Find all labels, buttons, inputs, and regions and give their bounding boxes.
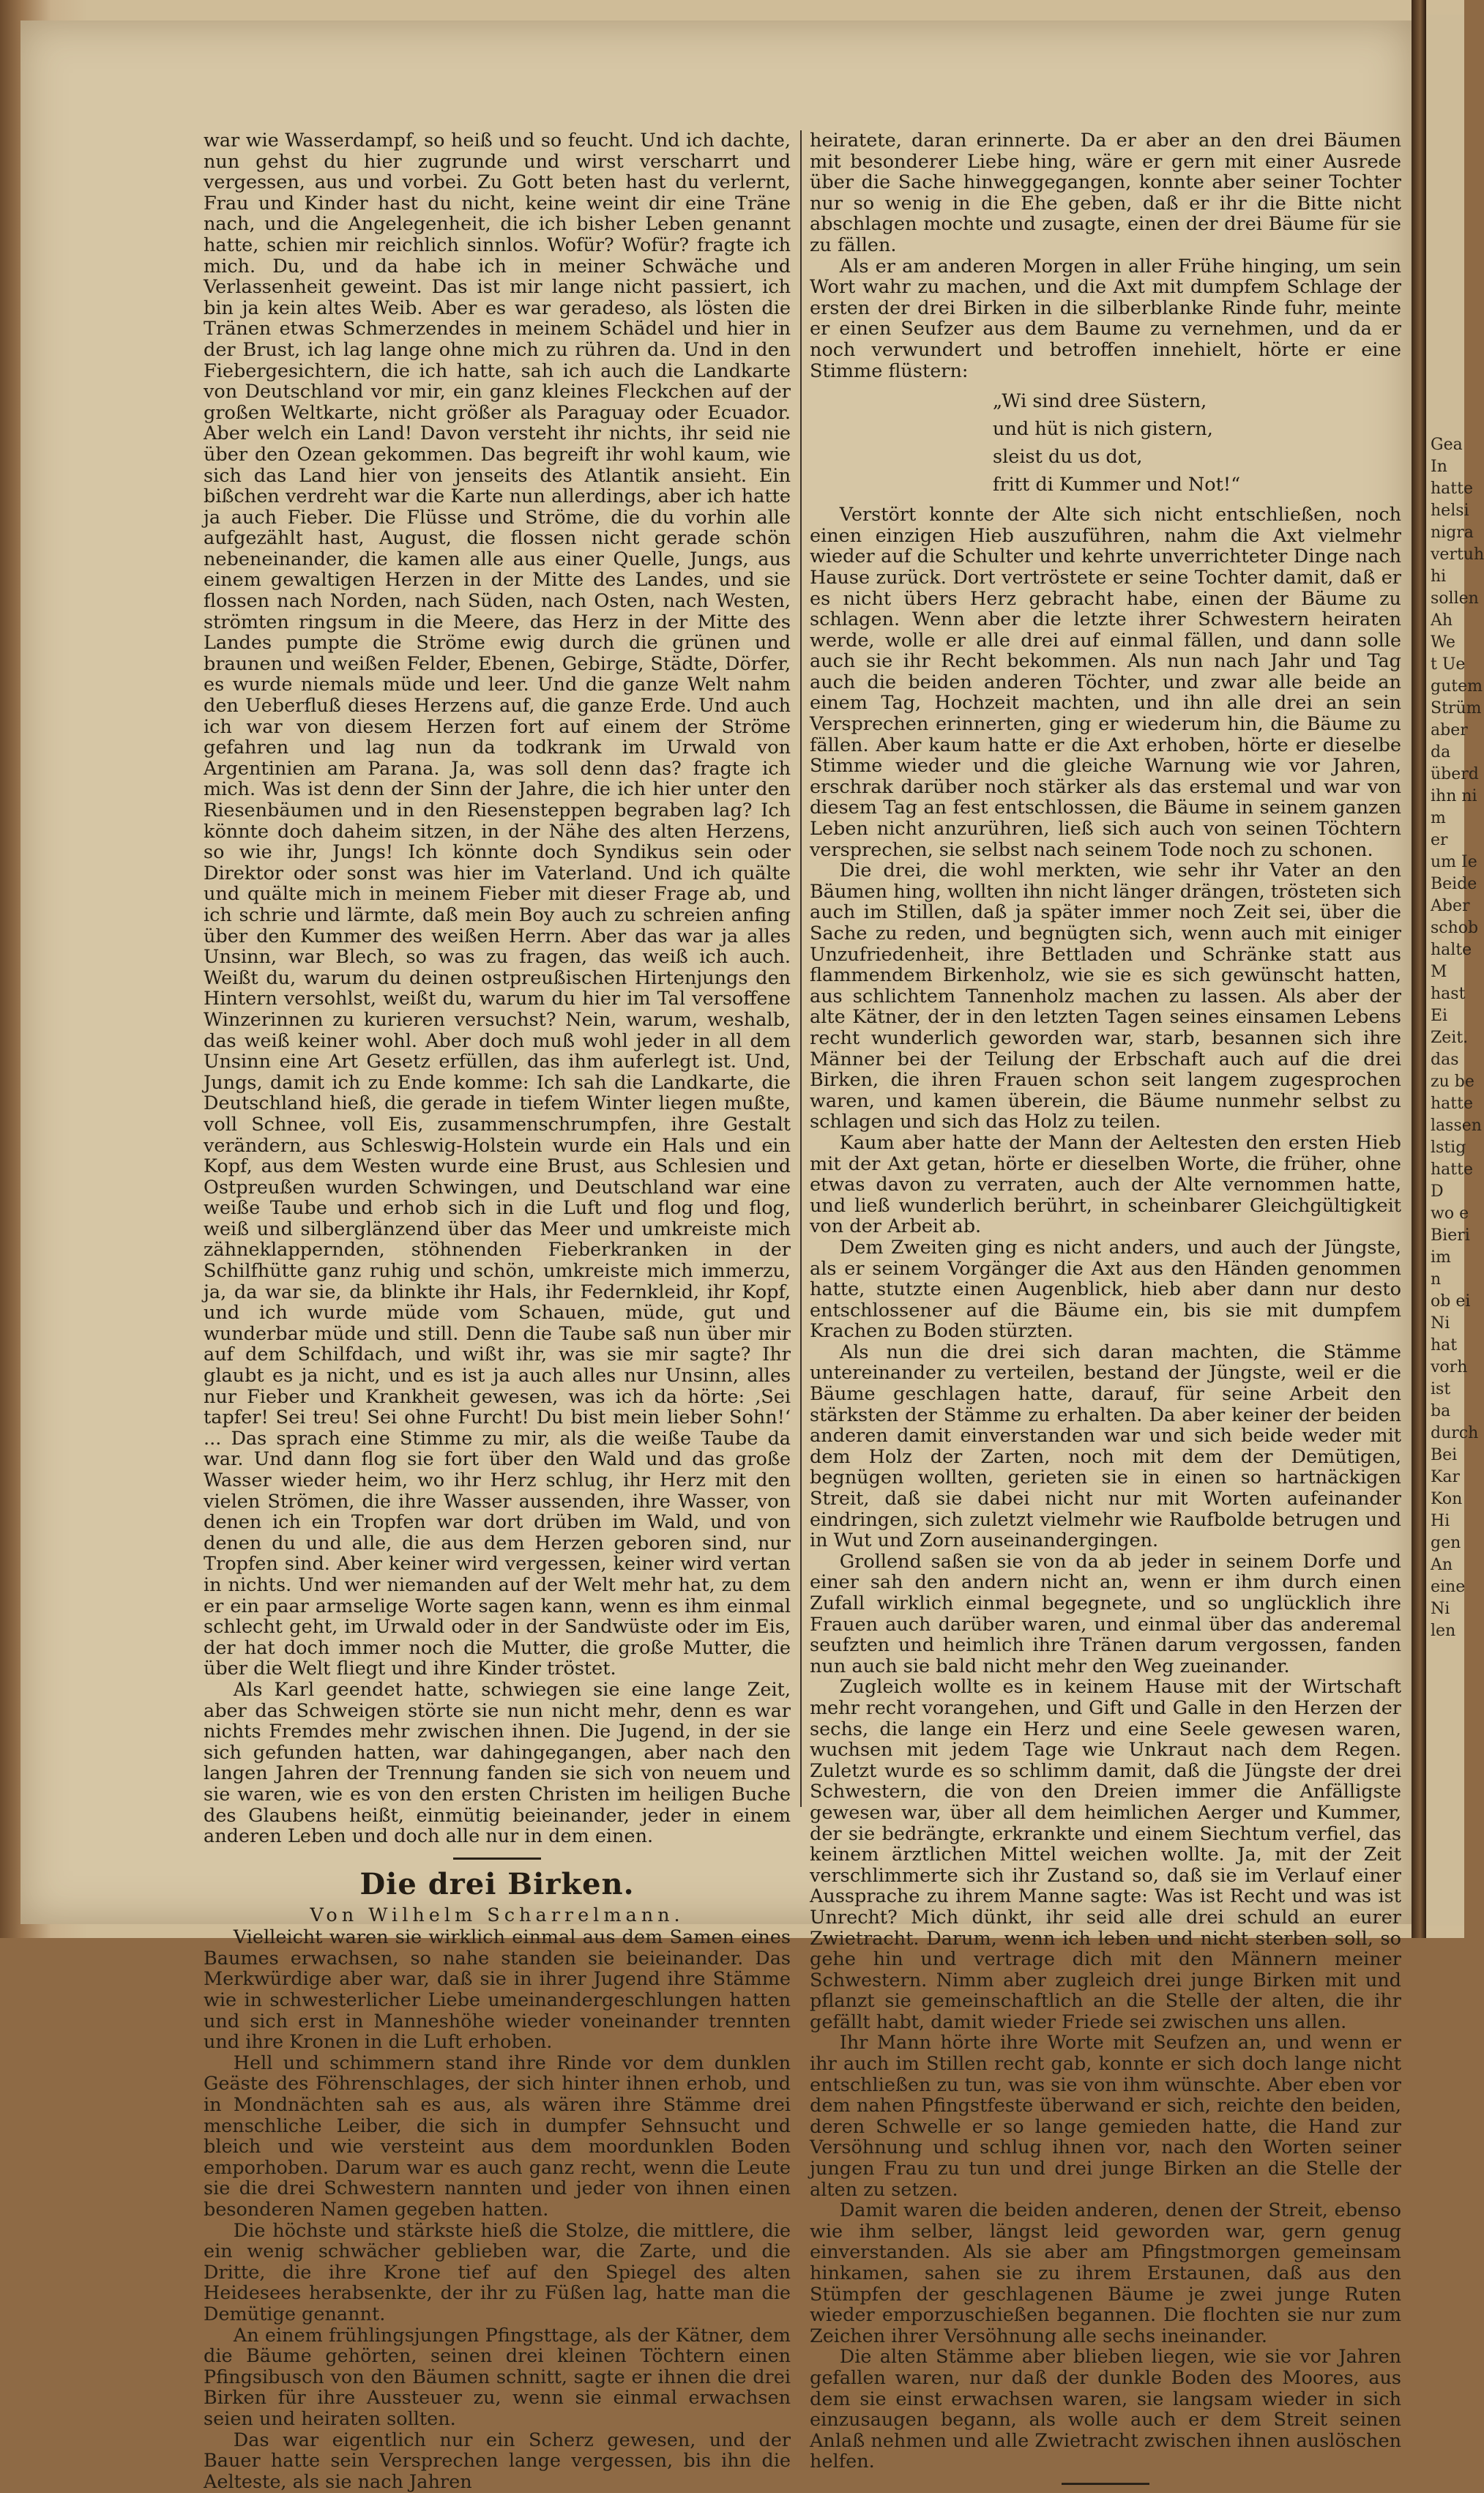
adjacent-page-fragment: t Ue (1431, 655, 1466, 674)
adjacent-page-fragment: eine (1431, 1578, 1466, 1596)
right-paragraph: Die alten Stämme aber blieben liegen, wie sie vor Jahren gefallen waren, nur daß der dunkle Boden des Moores, aus dem sie einst erwachsen waren, sie langsam wieder in sich einzusaugen begann, als wolle auch er dem Streit seinen Anlaß nehmen und alle Zwietracht zwischen ihnen auslöschen helfen. (810, 2346, 1401, 2473)
adjacent-page-edge (1426, 15, 1484, 1926)
adjacent-page-fragment: Gea (1431, 436, 1463, 454)
poem-line: sleist du us dot, (993, 446, 1143, 469)
poem-line: „Wi sind dree Süstern, (993, 390, 1207, 413)
adjacent-page-fragment: ist (1431, 1380, 1451, 1398)
story-title: Die drei Birken. (359, 1866, 635, 1901)
column-divider (800, 130, 802, 1807)
adjacent-page-fragment: len (1431, 1622, 1456, 1640)
adjacent-page-fragment: M (1431, 963, 1447, 981)
adjacent-page-fragment: hat (1431, 1336, 1458, 1354)
adjacent-page-fragment: D (1431, 1182, 1444, 1201)
adjacent-page-fragment: Bei (1431, 1446, 1458, 1464)
section-separator (453, 1857, 541, 1860)
adjacent-page-fragment: Kon (1431, 1490, 1463, 1508)
adjacent-page-fragment: hatte (1431, 1160, 1473, 1179)
adjacent-page-fragment: gutem (1431, 677, 1483, 696)
adjacent-page-fragment: da (1431, 743, 1451, 761)
adjacent-page-fragment: zu be (1431, 1073, 1474, 1091)
adjacent-page-fragment: ihn ni (1431, 787, 1477, 805)
story-byline: Von Wilhelm Scharrelmann. (310, 1904, 685, 1926)
adjacent-page-fragment: aber (1431, 721, 1468, 739)
adjacent-page-fragment: hatte (1431, 480, 1473, 498)
book-spine (1412, 0, 1426, 1938)
adjacent-page-fragment: Zeit. (1431, 1029, 1469, 1047)
adjacent-page-fragment: lassen (1431, 1117, 1482, 1135)
left-paragraph: war wie Wasserdampf, so heiß und so feucht. Und ich dachte, nun gehst du hier zugrunde und wirst verscharrt und vergessen, aus und vorbei. Zu Gott beten hast du verlernt, Frau und Kinder hast du nicht, keine weint dir eine Träne nach, und die Angelegenheit, die ich bisher Leben genannt hatte, schien mir reichlich sinnlos. Wofür? Wofür? fragte ich mich. Du, und da habe ich in meiner Schwäche und Verlassenheit geweint. Das ist mir lange nicht passiert, ich bin ja kein altes Weib. Aber es war geradeso, als lösten die Tränen etwas Schmerzendes in meinem Schädel und hier in der Brust, ich lag lange ohne mich zu rühren da. Und in den Fiebergesichtern, die ich hatte, sah ich auch die Landkarte von Deutschland vor mir, ein ganz kleines Fleckchen auf der großen Weltkarte, nicht größer als Paraguay oder Ecuador. Aber welch ein Land! Davon versteht ihr nichts, ihr seid nie über den Ozean gekommen. Das begreift ihr wohl kaum, wie sich das Land hier von jenseits des Atlantik ansieht. Ein bißchen verdreht war die Karte nun allerdings, aber ich hatte ja auch Fieber. Die Flüsse und Ströme, die du vorhin alle aufgezählt hast, August, die flossen nicht gerade schön nebeneinander, die kamen alle aus einer Quelle, Jungs, aus einem gewaltigen Herzen in der Mitte des Landes, und sie flossen nach Norden, nach Süden, nach Osten, nach Westen, strömten ringsum in die Meere, das Herz in der Mitte des Landes pumpte die Ströme ewig durch die grünen und braunen und weißen Felder, Ebenen, Gebirge, Städte, Dörfer, es wurde niemals müde und leer. Und die ganze Welt nahm den Ueberfluß dieses Herzens auf, die ganze Erde. Und auch ich war von diesem Herzen fort auf einem der Ströme gefahren und lag nun da todkrank im Urwald von Argentinien am Parana. Ja, was soll denn das? fragte ich mich. Was ist denn der Sinn der Jahre, die ich hier unter den Riesenbäumen und in den Riesensteppen begraben lag? Ich könnte doch daheim sitzen, in der Nähe des alten Herzens, so wie ihr, Jungs! Ich könnte doch Syndikus sein oder Direktor oder sonst was hier im Vaterland. Und ich quälte und quälte mich in meinem Fieber mit dieser Frage ab, und ich schrie und lärmte, daß mein Boy auch zu schreien anfing über den Kummer des weißen Herrn. Aber das war ja alles Unsinn, war Blech, so was zu fragen, das weiß ich auch. Weißt du, warum du deinen ostpreußischen Hirtenjungs den Hintern versohlst, weißt du, warum du hier im Tal versoffene Winzerinnen zu kurieren versuchst? Nein, warum, weshalb, das weiß keiner wohl. Aber doch muß wohl jeder in all dem Unsinn eine Art Gesetz erfüllen, das ihm auferlegt ist. Und, Jungs, damit ich zu Ende komme: Ich sah die Landkarte, die Deutschland hieß, die gerade in tiefem Winter liegen mußte, voll Schnee, voll Eis, zusammenschrumpfen, ihre Gestalt verändern, aus Schleswig-Holstein wurde ein Hals und ein Kopf, aus dem Westen wurde eine Brust, aus Schlesien und Ostpreußen wurden Schwingen, und Deutschland war eine weiße Taube und erhob sich in die Luft und flog und flog, weiß und silberglänzend über das Meer und umkreiste mich zähneklappernden, stöhnenden Fieberkranken in der Schilfhütte ganz ruhig und schön, umkreiste mich immerzu, ja, da war sie, da blinkte ihr Hals, ihr Federnkleid, ihr Kopf, und ich wurde müde vom Schauen, müde, gut und wunderbar müde und still. Denn die Taube saß nun über mir auf dem Schilfdach, und wißt ihr, was sie mir sagte? Ihr glaubt es ja nicht, und es ist ja auch alles nur Unsinn, alles nur Fieber und Krankheit gewesen, was ich da hörte: ‚Sei tapfer! Sei treu! Sei ohne Furcht! Du bist mein lieber Sohn!‘ ... Das sprach eine Stimme zu mir, als die weiße Taube da war. Und dann flog sie fort über den Wald und das große Wasser wieder heim, wo ihr Herz schlug, ihr Herz mit den vielen Strömen, die ihre Wasser aussenden, ihre Wasser, von denen ich ein Tropfen war dort drüben im Wald, und von denen du und alle, die aus dem Herzen geboren sind, nur Tropfen sind. Aber keiner wird vergessen, keiner wird vertan in nichts. Und wer niemanden auf der Welt mehr hat, zu dem er ein paar armselige Worte sagen kann, wenn es ihm einmal schlecht geht, im Urwald oder in der Sandwüste oder im Eis, der hat doch immer noch die Mutter, die große Mutter, die über die Welt fliegt und ihre Kinder tröstet. (204, 130, 791, 1680)
adjacent-page-fragment: ba (1431, 1402, 1451, 1420)
story-paragraph: An einem frühlingsjungen Pfingsttage, als der Kätner, dem die Bäume gehörten, seinen drei kleinen Töchtern einen Pfingsibusch von den Bäumen schnitt, sagte er ihnen die drei Birken für ihre Aussteuer zu, wenn sie einmal erwachsen seien und heiraten sollten. (204, 2324, 791, 2430)
adjacent-page-fragment: hi (1431, 567, 1447, 586)
adjacent-page-fragment: vertuh (1431, 545, 1484, 564)
adjacent-page-fragment: n (1431, 1270, 1442, 1289)
poem-line: fritt di Kummer und Not!“ (993, 474, 1241, 496)
adjacent-page-fragment: Hi (1431, 1512, 1450, 1530)
story-paragraph: Hell und schimmern stand ihre Rinde vor dem dunklen Geäste des Föhrenschlages, der sich hinter ihnen erhob, und in Mondnächten sah es aus, als wären ihre Stämme drei menschliche Leiber, die sich in dumpfer Sehnsucht und bleich und wie versteint aus dem moordunklen Boden emporhoben. Darum war es auch ganz recht, wenn die Leute sie die drei Schwestern nannten und jeder von ihnen einen besonderen Namen gegeben hatten. (204, 2052, 791, 2221)
adjacent-page-fragment: Ah (1431, 611, 1453, 630)
left-paragraph: Als Karl geendet hatte, schwiegen sie eine lange Zeit, aber das Schweigen störte sie nun nicht mehr, denn es war nichts Fremdes mehr zwischen ihnen. Die Jugend, in der sie sich gefunden hatten, war dahingegangen, aber nach den langen Jahren der Trennung fanden sie sich von neuem und sie waren, wie es von den ersten Christen im heiligen Buche des Glaubens heißt, einmütig beieinander, jeder in einem anderen Leben und doch alle nur in dem einen. (204, 1678, 791, 1848)
adjacent-page-fragment: Bieri (1431, 1226, 1470, 1245)
adjacent-page-fragment: In (1431, 458, 1447, 476)
adjacent-page-fragment: Ei (1431, 1007, 1448, 1025)
adjacent-page-fragment: An (1431, 1556, 1453, 1574)
right-paragraph: Die drei, die wohl merkten, wie sehr ihr Vater an den Bäumen hing, wollten ihn nicht länger drängen, trösteten sich auch im Stillen, daß ja später immer noch Zeit sei, über die Sache zu reden, und begnügten sich, wenn auch mit einiger Unzufriedenheit, ihre Bettladen und Schränke statt aus flammendem Birkenholz, wie sie es sich gewünscht hatten, aus schlichtem Tannenholz machen zu lassen. Als aber der alte Kätner, der in den letzten Tagen seines einsamen Lebens recht wunderlich geworden war, starb, besannen sich ihre Männer bei der Teilung der Erbschaft auch auf die drei Birken, die ihren Frauen schon seit langem zugesprochen waren, und kamen überein, die Bäume nunmehr selbst zu schlagen und sich das Holz zu teilen. (810, 860, 1401, 1133)
adjacent-page-fragment: Strüm (1431, 699, 1482, 718)
left-column (204, 130, 791, 2492)
end-separator (1062, 2483, 1149, 2485)
right-paragraph: Verstört konnte der Alte sich nicht entschließen, noch einen einzigen Hieb auszuführen, nahm die Axt vielmehr wieder auf die Schulter und kehrte unverrichteter Dinge nach Hause zurück. Dort vertröstete er seine Tochter damit, daß er es nicht übers Herz gebracht habe, einen der Bäume zu schlagen. Wenn aber die letzte ihrer Schwestern heiraten werde, wolle er alle drei auf einmal fällen, und dann solle auch sie ihr Recht bekommen. Als nun nach Jahr und Tag auch die beiden anderen Töchter, und zwar alle beide an einem Tag, Hochzeit machten, und ihn alle drei an sein Versprechen erinnerten, ging er wiederum hin, die Bäume zu fällen. Aber kaum hatte er die Axt erhoben, hörte er dieselbe Stimme wieder und die gleiche Warnung wie vor Jahren, erschrak darüber noch stärker als das erstemal und war von diesem Tag an fest entschlossen, die Bäume in seinem ganzen Leben nicht anzurühren, ließ sich auch von seinen Töchtern versprechen, sie selbst nach seinem Tode noch zu schonen. (810, 504, 1401, 861)
right-column (810, 130, 1401, 2492)
adjacent-page-fragment: Aber (1431, 897, 1470, 915)
adjacent-page-fragment: vorh (1431, 1358, 1468, 1376)
adjacent-page-fragment: das (1431, 1051, 1459, 1069)
adjacent-page-fragment: m (1431, 809, 1446, 827)
adjacent-page-fragment: hast (1431, 985, 1466, 1003)
right-paragraph: Zugleich wollte es in keinem Hause mit der Wirtschaft mehr recht vorangehen, und Gift und Galle in den Herzen der sechs, die lange ein Herz und eine Seele gewesen waren, wuchsen mit jedem Tage wie Unkraut nach dem Regen. Zuletzt wurde es so schlimm damit, daß die Jüngste der drei Schwestern, die von den Dreien immer die Anfälligste gewesen war, über all dem heimlichen Aerger und Kummer, der sie bedrängte, erkrankte und einem Siechtum verfiel, das keinem ärztlichen Mittel weichen wollte. Ja, mit der Zeit verschlimmerte sich ihr Zustand so, daß sie im Verlauf einer Aussprache zu ihrem Manne sagte: Was ist Recht und was ist Unrecht? Mich dünkt, ihr seid alle drei schuld an eurer Zwietracht. Darum, wenn ich leben und nicht sterben soll, so gehe hin und vertrage dich mit den Männern meiner Schwestern. Nimm aber zugleich drei junge Birken mit und pflanzt sie gemeinschaftlich an die Stelle der alten, die ihr gefällt habt, damit wieder Friede sei zwischen uns allen. (810, 1676, 1401, 2033)
adjacent-page-fragment: helsi (1431, 502, 1469, 520)
right-paragraph: Grollend saßen sie von da ab jeder in seinem Dorfe und einer sah den andern nicht an, wenn er ihm durch einen Zufall wirklich einmal begegnete, und so unglücklich ihre Frauen auch darüber waren, und einmal über das anderemal seufzten und heimlich ihre Tränen darum vergossen, fanden nun auch sie bald nicht mehr den Weg zueinander. (810, 1550, 1401, 1677)
adjacent-page-fragment: er (1431, 831, 1448, 849)
poem-line: und hüt is nich gistern, (993, 418, 1213, 441)
adjacent-page-fragment: überd (1431, 765, 1479, 783)
story-paragraph: Vielleicht waren sie wirklich einmal aus dem Samen eines Baumes erwachsen, so nahe standen sie beieinander. Das Merkwürdige aber war, daß sie in ihrer Jugend ihre Stämme wie in schwesterlicher Liebe umeinandergeschlungen hatten und sich erst in Manneshöhe wieder voneinander trennten und ihre Kronen in die Luft erhoben. (204, 1926, 791, 2054)
story-paragraph: Die höchste und stärkste hieß die Stolze, die mittlere, die ein wenig schwächer geblieben war, die Zarte, und die Dritte, die ihre Krone tief auf den Spiegel des alten Heidesees herabsenkte, der ihr zu Füßen lag, hatte man die Demütige genannt. (204, 2219, 791, 2325)
adjacent-page-fragment: halte (1431, 941, 1472, 959)
adjacent-page-fragment: im (1431, 1248, 1451, 1267)
poem (993, 387, 1401, 499)
adjacent-page-fragment: gen (1431, 1534, 1461, 1552)
right-paragraph: heiratete, daran erinnerte. Da er aber an den drei Bäumen mit besonderer Liebe hing, wäre er gern mit einer Ausrede über die Sache hinweggegangen, konnte aber seiner Tochter nur so wenig in die Ehe geben, daß er ihr die Bitte nicht abschlagen mochte und zusagte, einen der drei Bäume für sie zu fällen. (810, 130, 1401, 256)
adjacent-page-fragment: Ni (1431, 1600, 1450, 1618)
adjacent-page-fragment: lstig (1431, 1139, 1466, 1157)
adjacent-page-fragment: Beide (1431, 875, 1477, 893)
adjacent-page-fragment: nigra (1431, 523, 1474, 542)
right-paragraph: Damit waren die beiden anderen, denen der Streit, ebenso wie ihm selber, längst leid geworden war, gern genug einverstanden. Als sie aber am Pfingstmorgen gemeinsam hinkamen, sahen sie zu ihrem Erstaunen, daß aus den Stümpfen der geschlagenen Bäume je zwei junge Ruten wieder emporzuschießen begannen. Die flochten sie nur zum Zeichen ihrer Versöhnung alle sechs ineinander. (810, 2199, 1401, 2347)
adjacent-page-fragment: schob (1431, 919, 1479, 937)
adjacent-page-fragment: sollen (1431, 589, 1479, 608)
adjacent-page-fragment: We (1431, 633, 1455, 652)
right-paragraph: Ihr Mann hörte ihre Worte mit Seufzen an, und wenn er ihr auch im Stillen recht gab, konnte er sich doch lange nicht entschließen zu tun, was sie von ihm wünschte. Aber eben vor dem nahen Pfingstfeste überwand er sich, reichte den beiden, deren Schwelle er so lange gemieden hatte, die Hand zur Versöhnung und schlug ihnen vor, nach den Worten seiner jungen Frau zu tun und drei junge Birken an die Stelle der alten zu setzen. (810, 2032, 1401, 2201)
right-paragraph: Kaum aber hatte der Mann der Aeltesten den ersten Hieb mit der Axt getan, hörte er dieselben Worte, die früher, ohne etwas davon zu verraten, auch der Alte vernommen hatte, und ließ wunderlich berührt, in scheinbarer Gleichgültigkeit von der Arbeit ab. (810, 1131, 1401, 1238)
right-paragraph: Dem Zweiten ging es nicht anders, und auch der Jüngste, als er seinem Vorgänger die Axt aus den Händen genommen hatte, stutzte einen Augenblick, hieb aber dann nur desto entschlossener auf die Bäume ein, bis sie mit dumpfem Krachen zu Boden stürzten. (810, 1236, 1401, 1343)
right-paragraph: Als er am anderen Morgen in aller Frühe hinging, um sein Wort wahr zu machen, und die Axt mit dumpfem Schlage der ersten der drei Birken in die silberblanke Rinde fuhr, meinte er einen Seufzer aus dem Baume zu vernehmen, und da er noch verwundert und betroffen innehielt, hörte er eine Stimme flüstern: (810, 255, 1401, 382)
adjacent-page-fragment: wo e (1431, 1204, 1469, 1223)
story-paragraph: Das war eigentlich nur ein Scherz gewesen, und der Bauer hatte sein Versprechen lange vergessen, bis ihn die Aelteste, als sie nach Jahren (204, 2429, 791, 2493)
adjacent-page-fragment: um Ie (1431, 853, 1477, 871)
adjacent-page-fragment: Kar (1431, 1468, 1461, 1486)
adjacent-page-fragment: Ni (1431, 1314, 1450, 1333)
right-paragraph: Als nun die drei sich daran machten, die Stämme untereinander zu verteilen, bestand der Jüngste, weil er die Bäume geschlagen hatte, darauf, für seine Arbeit den stärksten der Stämme zu erhalten. Da aber keiner der beiden anderen damit einverstanden war und sich beide weder mit dem Holz der Zarten, noch mit dem der Demütigen, begnügen wollten, gerieten sie in einen so hartnäckigen Streit, daß sie dabei nicht nur mit Worten aufeinander eindringen, sich zuletzt vielmehr wie Raufbolde betrugen und in Wut und Zorn auseinandergingen. (810, 1341, 1401, 1552)
adjacent-page-fragment: ob ei (1431, 1292, 1471, 1311)
adjacent-page-fragment: hatte (1431, 1095, 1473, 1113)
adjacent-page-fragment: durch (1431, 1424, 1479, 1442)
